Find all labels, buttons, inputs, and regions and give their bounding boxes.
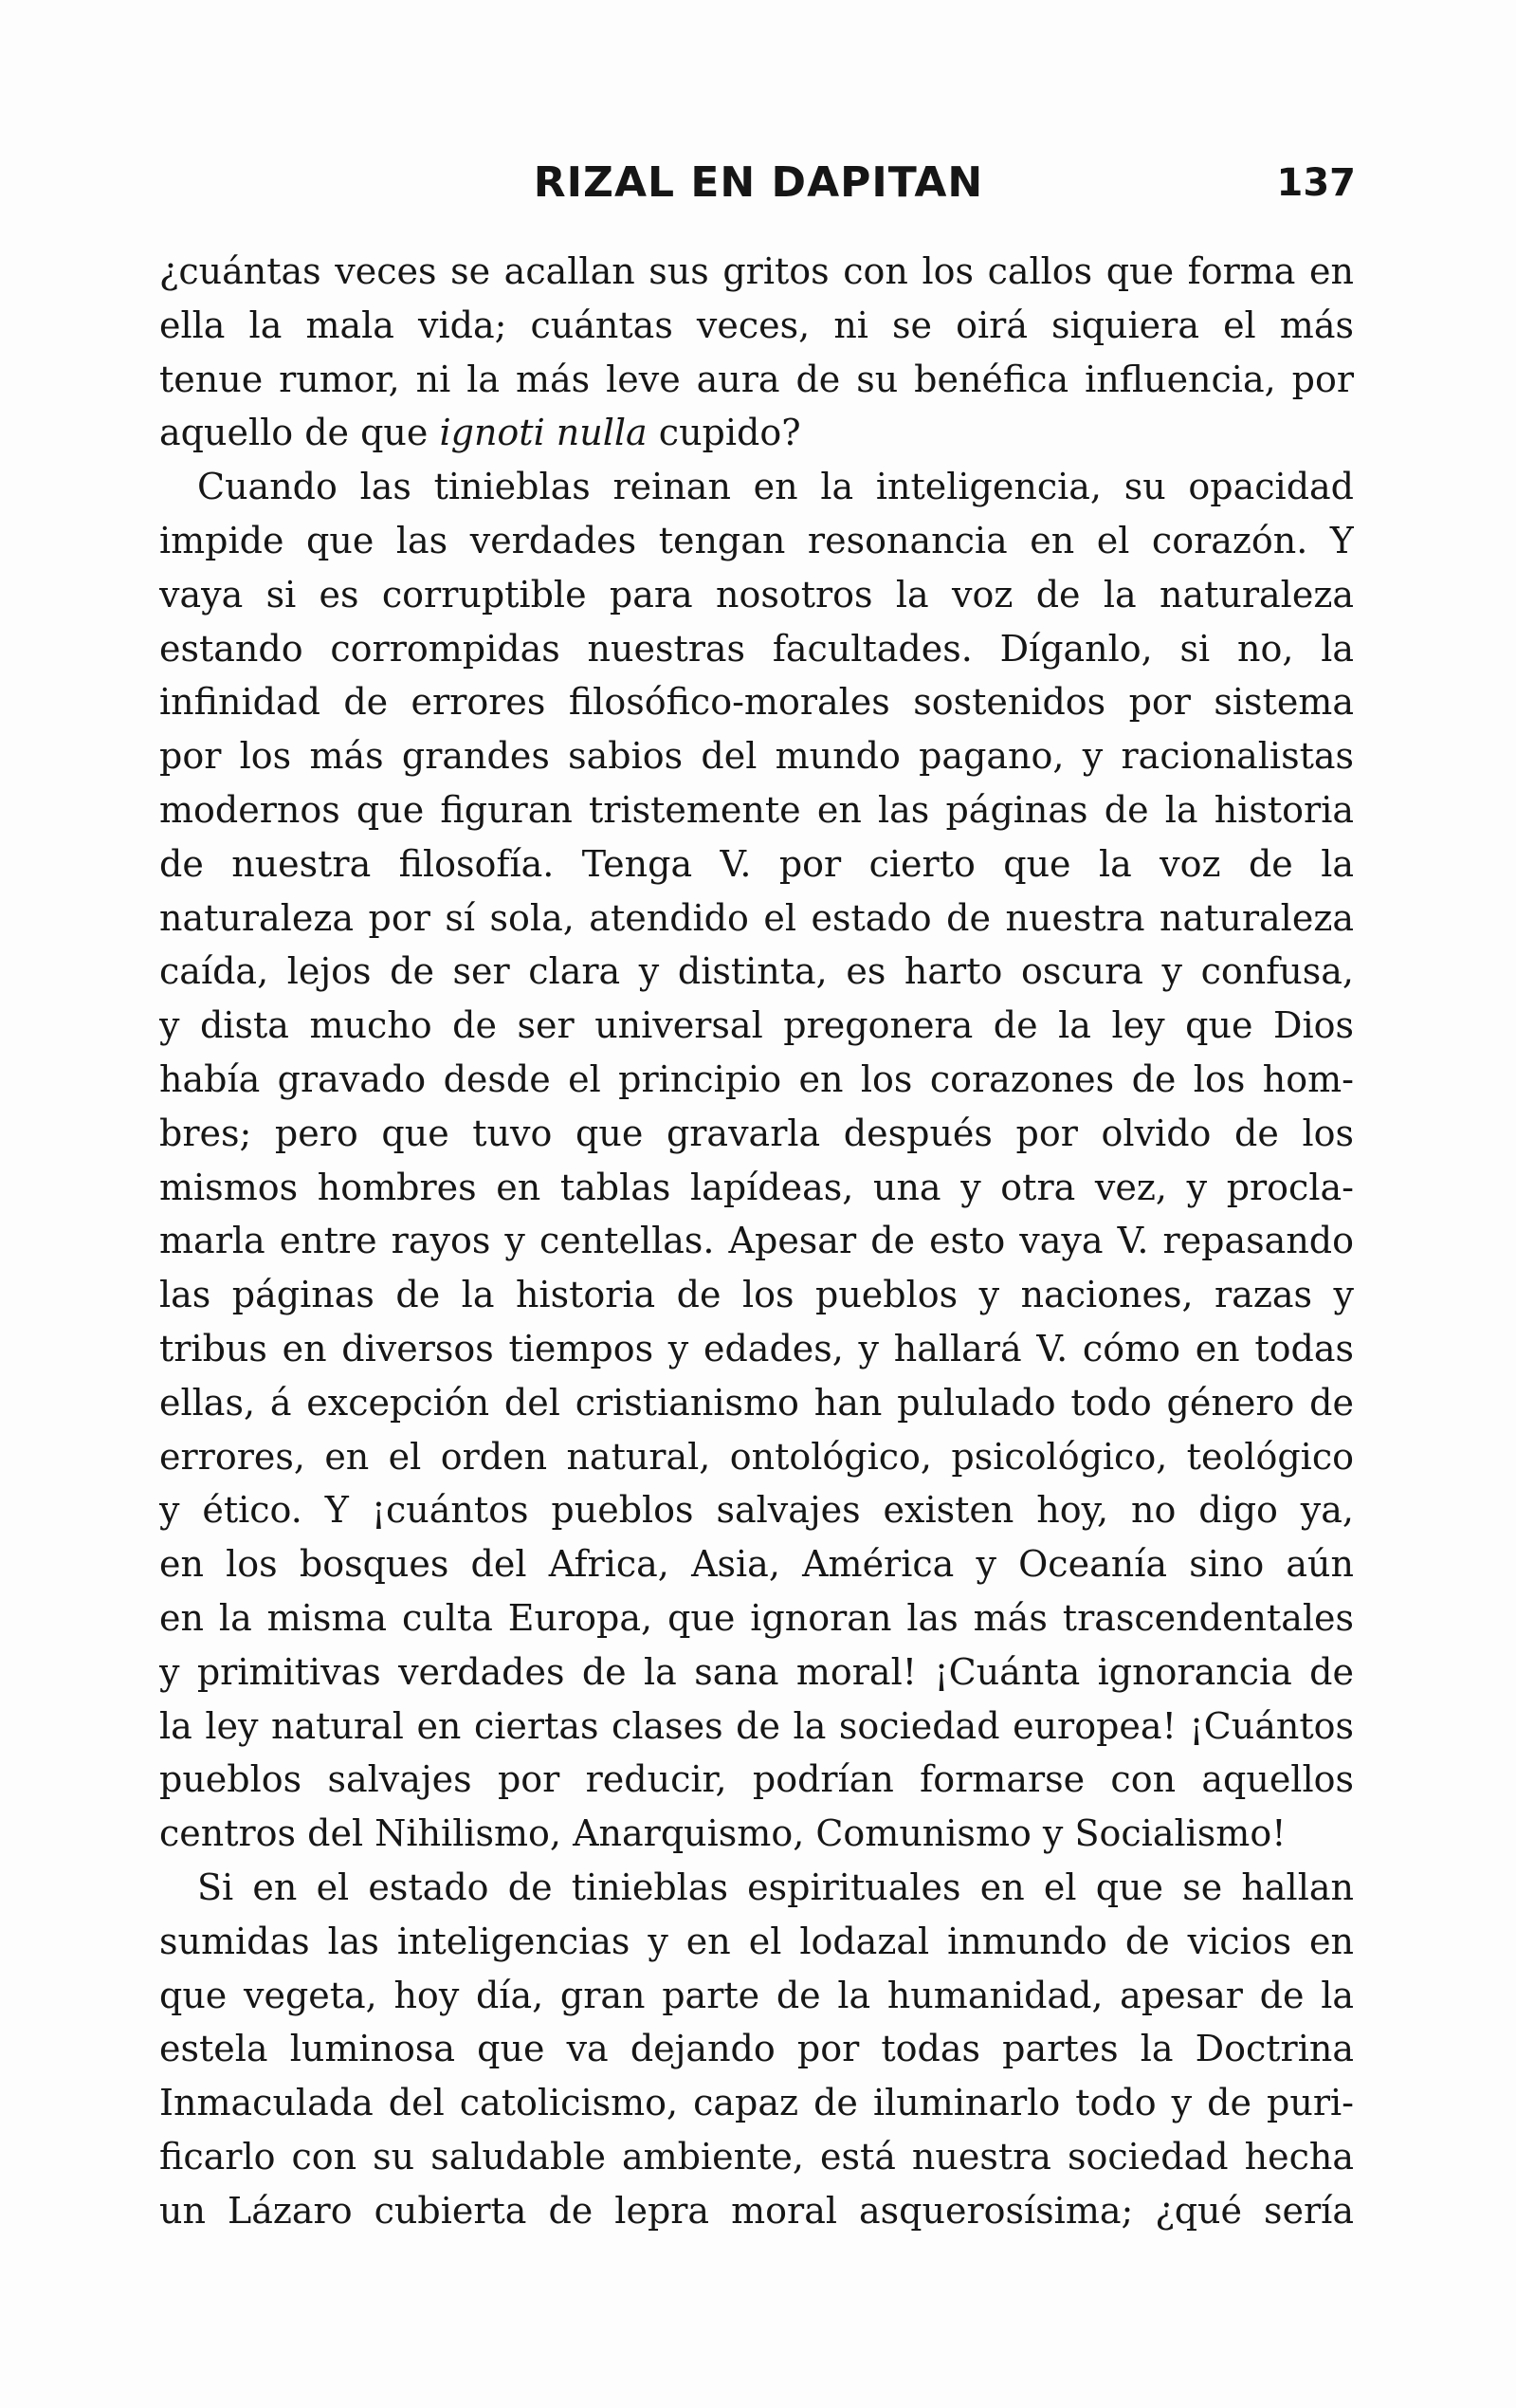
text-line: estando corrompidas nuestras facultades. Díganlo, si no, la	[159, 627, 1354, 670]
text-line: estela luminosa que va dejando por todas partes la Doctrina	[159, 2028, 1354, 2070]
text-line: las páginas de la historia de los pueblos y naciones, razas y	[159, 1274, 1354, 1316]
text-line: que vegeta, hoy día, gran parte de la humanidad, apesar de la	[159, 1974, 1354, 2016]
text-line: Cuando las tinieblas reinan en la inteligencia, su opacidad	[197, 466, 1354, 508]
text-line: ficarlo con su saludable ambiente, está nuestra sociedad hecha	[159, 2135, 1354, 2178]
text-line: ellas, á excepción del cristianismo han pululado todo género de	[159, 1381, 1354, 1424]
text-line: de nuestra filosofía. Tenga V. por cierto que la voz de la	[159, 842, 1354, 885]
text-line: ella la mala vida; cuántas veces, ni se oirá siquiera el más	[159, 303, 1354, 346]
paragraph-1	[159, 245, 1354, 460]
text-line: infinidad de errores filosófico-morales sostenidos por sistema	[159, 681, 1354, 724]
page-header	[161, 150, 1356, 216]
text-line: la ley natural en ciertas clases de la sociedad europea! ¡Cuántos	[159, 1704, 1354, 1747]
page-number: 137	[1276, 161, 1356, 205]
text-line: ¿cuántas veces se acallan sus gritos con los callos que forma en	[159, 250, 1354, 292]
text-fragment: aquello de que	[159, 412, 440, 454]
running-title: RIZAL EN DAPITAN	[533, 158, 984, 207]
text-line: centros del Nihilismo, Anarquismo, Comunismo y Socialismo!	[159, 1812, 1287, 1855]
text-line: había gravado desde el principio en los corazones de los hom-	[159, 1057, 1354, 1100]
text-line: tenue rumor, ni la más leve aura de su benéfica influencia, por	[159, 358, 1354, 400]
text-line: Inmaculada del catolicismo, capaz de iluminarlo todo y de puri-	[159, 2082, 1354, 2124]
text-line: errores, en el orden natural, ontológico, psicológico, teológico	[159, 1435, 1354, 1478]
text-line: vaya si es corruptible para nosotros la voz de la naturaleza	[159, 573, 1354, 616]
paragraph-3	[159, 1861, 1354, 2238]
text-line: Si en el estado de tinieblas espirituales en el que se hallan	[197, 1866, 1354, 1908]
text-line: y ético. Y ¡cuántos pueblos salvajes existen hoy, no digo ya,	[159, 1489, 1354, 1532]
text-line: tribus en diversos tiempos y edades, y hallará V. cómo en todas	[159, 1327, 1354, 1369]
text-line: marla entre rayos y centellas. Apesar de esto vaya V. repasando	[159, 1220, 1354, 1262]
text-line	[159, 406, 1354, 460]
text-line: y dista mucho de ser universal pregonera de la ley que Dios	[159, 1004, 1354, 1047]
text-line: modernos que figuran tristemente en las páginas de la historia	[159, 788, 1354, 831]
text-line: en los bosques del Africa, Asia, América y Oceanía sino aún	[159, 1543, 1354, 1586]
paragraph-2	[159, 460, 1354, 1861]
text-line: en la misma culta Europa, que ignoran las más trascendentales	[159, 1596, 1354, 1639]
text-line: impide que las verdades tengan resonancia en el corazón. Y	[159, 519, 1354, 561]
text-line: mismos hombres en tablas lapídeas, una y otra vez, y procla-	[159, 1166, 1354, 1208]
text-line: naturaleza por sí sola, atendido el estado de nuestra naturaleza	[159, 896, 1354, 939]
text-line: sumidas las inteligencias y en el lodazal inmundo de vicios en	[159, 1920, 1354, 1962]
text-line: caída, lejos de ser clara y distinta, es harto oscura y confusa,	[159, 950, 1354, 993]
text-line: un Lázaro cubierta de lepra moral asquerosísima; ¿qué sería	[159, 2189, 1354, 2232]
text-line: bres; pero que tuvo que gravarla después por olvido de los	[159, 1112, 1354, 1154]
latin-phrase: ignoti nulla	[439, 412, 648, 454]
text-fragment: cupido?	[647, 412, 801, 454]
text-line: y primitivas verdades de la sana moral! ¡Cuánta ignorancia de	[159, 1650, 1354, 1693]
body-text	[159, 245, 1354, 2237]
text-line: por los más grandes sabios del mundo pagano, y racionalistas	[159, 735, 1354, 778]
text-line: pueblos salvajes por reducir, podrían formarse con aquellos	[159, 1758, 1354, 1801]
